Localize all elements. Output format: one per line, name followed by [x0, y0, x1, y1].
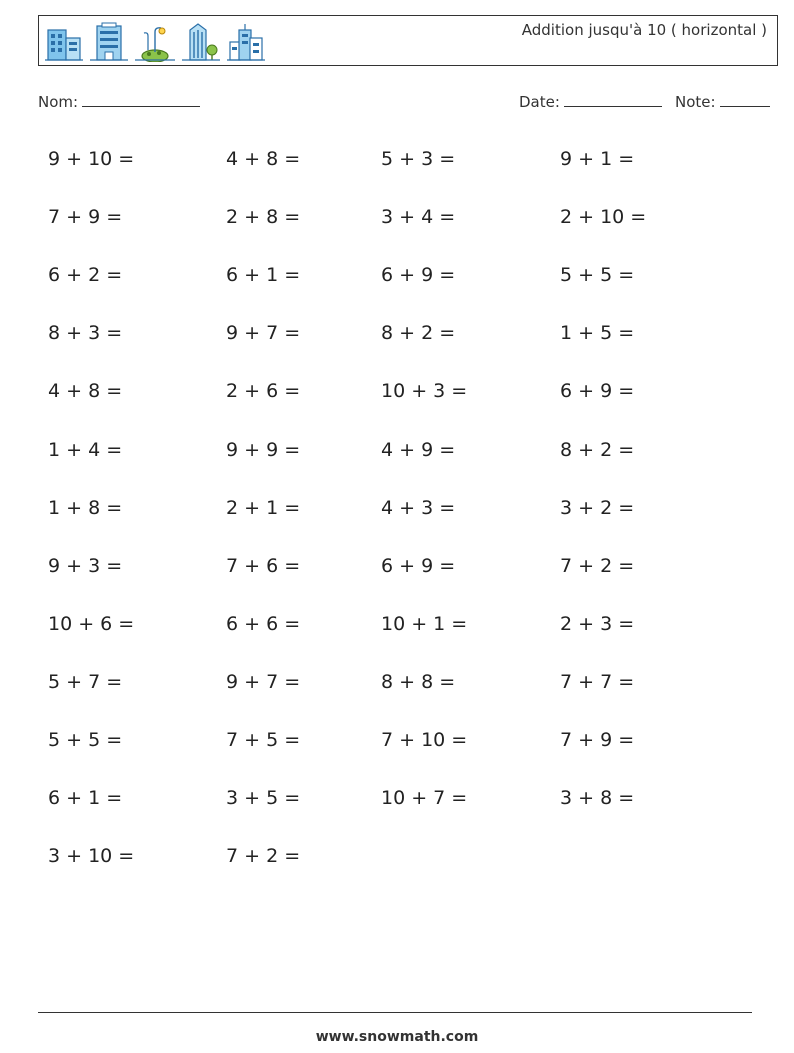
- problem-item: 7 + 2 =: [226, 845, 301, 867]
- problem-item: 6 + 9 =: [381, 555, 456, 577]
- problem-item: 2 + 10 =: [560, 206, 647, 228]
- problem-item: 7 + 9 =: [48, 206, 123, 228]
- problem-item: 7 + 5 =: [226, 729, 301, 751]
- worksheet-title: Addition jusqu'à 10 ( horizontal ): [521, 21, 767, 39]
- problem-item: 10 + 3 =: [381, 380, 468, 402]
- problem-item: 9 + 7 =: [226, 671, 301, 693]
- problem-item: 9 + 9 =: [226, 439, 301, 461]
- problem-item: 10 + 6 =: [48, 613, 135, 635]
- problem-item: 3 + 10 =: [48, 845, 135, 867]
- city-buildings-icon: [227, 22, 265, 62]
- problem-item: 3 + 2 =: [560, 497, 635, 519]
- name-field: [38, 92, 200, 111]
- problem-item: 3 + 4 =: [381, 206, 456, 228]
- problem-item: 2 + 6 =: [226, 380, 301, 402]
- problem-item: 8 + 2 =: [560, 439, 635, 461]
- problem-item: 9 + 3 =: [48, 555, 123, 577]
- problem-item: 2 + 3 =: [560, 613, 635, 635]
- footer-website: www.snowmath.com: [315, 1029, 479, 1045]
- date-line[interactable]: [564, 92, 662, 107]
- problem-item: 10 + 7 =: [381, 787, 468, 809]
- problem-item: 4 + 3 =: [381, 497, 456, 519]
- note-label: Note:: [675, 93, 716, 111]
- problem-item: 6 + 1 =: [226, 264, 301, 286]
- problem-item: 5 + 3 =: [381, 148, 456, 170]
- footer-divider: [38, 1012, 752, 1013]
- problem-item: 1 + 8 =: [48, 497, 123, 519]
- problem-item: 6 + 1 =: [48, 787, 123, 809]
- problem-item: 7 + 7 =: [560, 671, 635, 693]
- worksheet-header: [38, 15, 778, 66]
- problem-item: 2 + 8 =: [226, 206, 301, 228]
- skyscraper-tree-icon: [182, 22, 220, 62]
- problem-item: 3 + 5 =: [226, 787, 301, 809]
- problem-item: 9 + 7 =: [226, 322, 301, 344]
- problem-item: 8 + 2 =: [381, 322, 456, 344]
- header-icons: [45, 22, 265, 62]
- problem-item: 9 + 10 =: [48, 148, 135, 170]
- problem-item: 7 + 9 =: [560, 729, 635, 751]
- problem-item: 5 + 5 =: [48, 729, 123, 751]
- problem-item: 1 + 5 =: [560, 322, 635, 344]
- apartment-building-icon: [90, 22, 128, 62]
- problem-item: 4 + 9 =: [381, 439, 456, 461]
- park-lamp-icon: [135, 22, 175, 62]
- problem-item: 2 + 1 =: [226, 497, 301, 519]
- problem-item: 9 + 1 =: [560, 148, 635, 170]
- problem-item: 6 + 6 =: [226, 613, 301, 635]
- problem-item: 8 + 8 =: [381, 671, 456, 693]
- problem-item: 1 + 4 =: [48, 439, 123, 461]
- problem-item: 10 + 1 =: [381, 613, 468, 635]
- problem-item: 6 + 9 =: [381, 264, 456, 286]
- problem-item: 3 + 8 =: [560, 787, 635, 809]
- problem-item: 6 + 2 =: [48, 264, 123, 286]
- note-field: [675, 92, 770, 111]
- problem-item: 5 + 5 =: [560, 264, 635, 286]
- name-label: Nom:: [38, 93, 79, 111]
- problem-item: 4 + 8 =: [48, 380, 123, 402]
- problem-item: 7 + 2 =: [560, 555, 635, 577]
- note-line[interactable]: [720, 92, 770, 107]
- office-building-icon: [45, 22, 83, 62]
- problem-item: 7 + 6 =: [226, 555, 301, 577]
- date-label: Date:: [519, 93, 560, 111]
- problem-item: 6 + 9 =: [560, 380, 635, 402]
- problem-item: 7 + 10 =: [381, 729, 468, 751]
- date-field: [519, 92, 662, 111]
- problem-item: 8 + 3 =: [48, 322, 123, 344]
- problem-item: 4 + 8 =: [226, 148, 301, 170]
- name-line[interactable]: [82, 92, 200, 107]
- problem-item: 5 + 7 =: [48, 671, 123, 693]
